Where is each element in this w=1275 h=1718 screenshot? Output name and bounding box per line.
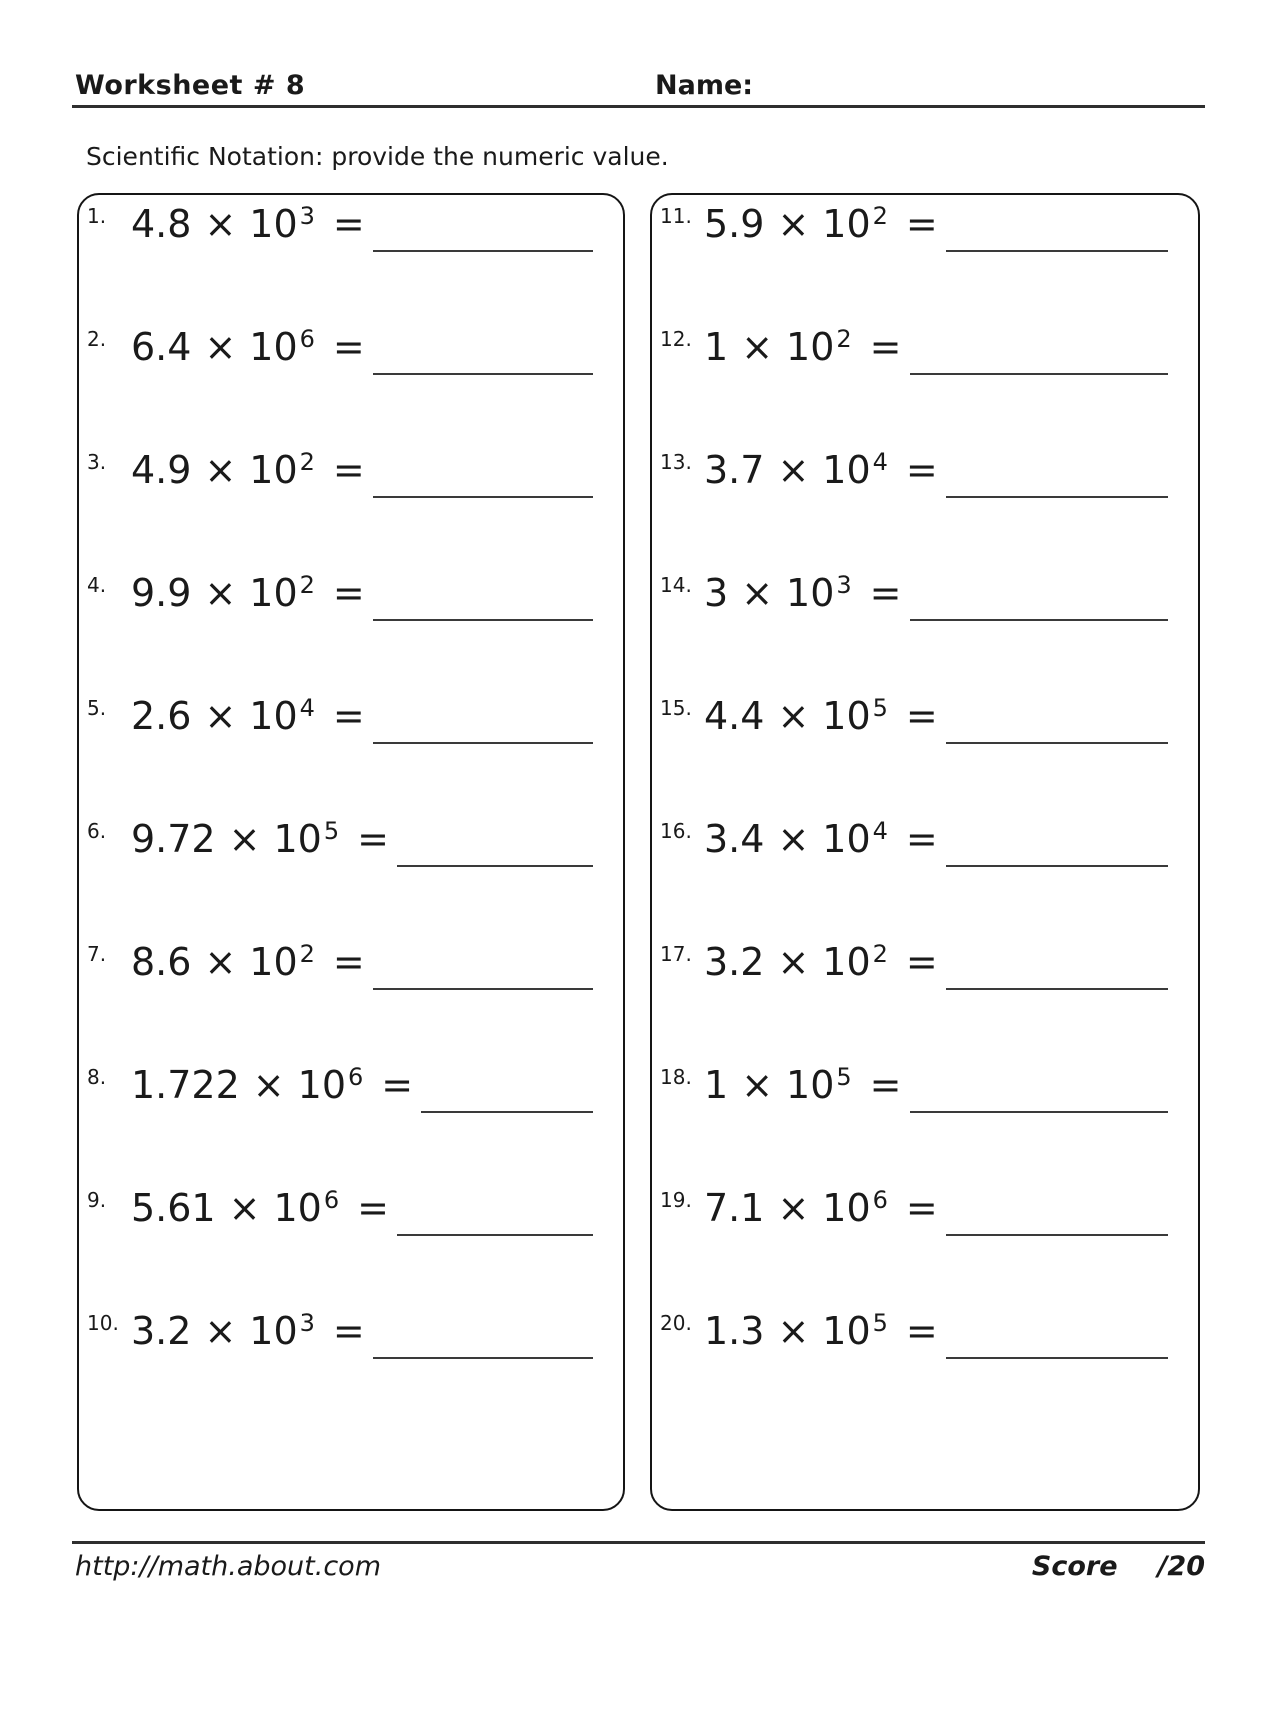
- problem-row: [660, 1308, 1198, 1431]
- answer-blank: [910, 324, 1168, 375]
- answer-blank: [373, 201, 593, 252]
- problem-row: [660, 1062, 1198, 1185]
- exponent-value: 2: [299, 448, 315, 476]
- exponent-value: 3: [836, 571, 852, 599]
- exponent-value: 5: [872, 1309, 888, 1337]
- worksheet-title: Worksheet # 8: [75, 70, 306, 101]
- answer-blank: [910, 570, 1168, 621]
- power-base: 10: [786, 571, 835, 615]
- problem-expression: [704, 1062, 902, 1108]
- answer-blank: [946, 693, 1168, 744]
- coefficient-value: 1.3: [704, 1309, 765, 1353]
- equals-sign: =: [332, 571, 365, 615]
- coefficient-value: 9.72: [131, 817, 216, 861]
- coefficient-value: 8.6: [131, 940, 192, 984]
- problem-number: 5.: [87, 696, 107, 720]
- answer-blank: [373, 447, 593, 498]
- answer-blank: [946, 816, 1168, 867]
- coefficient-value: 3.7: [704, 448, 765, 492]
- problem-expression: [704, 816, 938, 862]
- power-base: 10: [249, 448, 298, 492]
- worksheet-page: [0, 68, 1275, 1582]
- equals-sign: =: [905, 1186, 938, 1230]
- answer-blank: [946, 939, 1168, 990]
- multiplication-sign: ×: [777, 817, 810, 861]
- multiplication-sign: ×: [741, 1063, 774, 1107]
- problem-number: 12.: [660, 327, 692, 351]
- score-label: Score: [1031, 1551, 1118, 1582]
- worksheet-header: [72, 68, 1205, 108]
- power-base: 10: [249, 940, 298, 984]
- equals-sign: =: [905, 940, 938, 984]
- problem-row: [660, 324, 1198, 447]
- multiplication-sign: ×: [204, 1309, 237, 1353]
- problem-number: 4.: [87, 573, 107, 597]
- problem-number: 3.: [87, 450, 107, 474]
- problem-row: [87, 939, 623, 1062]
- equals-sign: =: [357, 817, 389, 861]
- power-base: 10: [786, 1063, 835, 1107]
- problem-expression: [131, 201, 365, 247]
- power-base: 10: [249, 1309, 298, 1353]
- multiplication-sign: ×: [777, 1309, 810, 1353]
- equals-sign: =: [905, 202, 938, 246]
- coefficient-value: 1: [704, 1063, 729, 1107]
- answer-blank: [397, 816, 593, 867]
- problem-expression: [704, 324, 902, 370]
- problem-row: [660, 939, 1198, 1062]
- problem-expression: [131, 1062, 413, 1108]
- instructions-text: Scientific Notation: provide the numeric value.: [86, 142, 669, 171]
- problem-row: [87, 816, 623, 939]
- coefficient-value: 5.61: [131, 1186, 216, 1230]
- power-base: 10: [249, 202, 298, 246]
- exponent-value: 4: [299, 694, 315, 722]
- exponent-value: 5: [872, 694, 888, 722]
- source-url: http://math.about.com: [75, 1551, 381, 1582]
- equals-sign: =: [381, 1063, 414, 1107]
- exponent-value: 4: [872, 817, 888, 845]
- power-base: 10: [249, 694, 298, 738]
- equals-sign: =: [905, 1309, 938, 1353]
- exponent-value: 5: [323, 817, 340, 845]
- multiplication-sign: ×: [204, 940, 237, 984]
- power-base: 10: [249, 571, 298, 615]
- problem-expression: [131, 1185, 389, 1231]
- problem-row: [87, 447, 623, 570]
- power-base: 10: [822, 1186, 871, 1230]
- power-base: 10: [273, 1186, 322, 1230]
- equals-sign: =: [905, 817, 938, 861]
- problem-row: [660, 693, 1198, 816]
- answer-blank: [946, 1308, 1168, 1359]
- answer-blank: [373, 570, 593, 621]
- coefficient-value: 1: [704, 325, 729, 369]
- problem-row: [660, 201, 1198, 324]
- answer-blank: [373, 939, 593, 990]
- problem-expression: [704, 939, 938, 985]
- coefficient-value: 7.1: [704, 1186, 765, 1230]
- equals-sign: =: [332, 1309, 365, 1353]
- equals-sign: =: [905, 694, 938, 738]
- problem-row: [87, 570, 623, 693]
- power-base: 10: [822, 1309, 871, 1353]
- exponent-value: 6: [872, 1186, 888, 1214]
- exponent-value: 6: [323, 1186, 340, 1214]
- answer-blank: [373, 324, 593, 375]
- exponent-value: 5: [836, 1063, 852, 1091]
- problem-number: 8.: [87, 1065, 107, 1089]
- power-base: 10: [297, 1063, 346, 1107]
- problem-number: 10.: [87, 1311, 119, 1335]
- power-base: 10: [822, 202, 871, 246]
- problem-number: 9.: [87, 1188, 107, 1212]
- problem-number: 20.: [660, 1311, 692, 1335]
- exponent-value: 2: [299, 571, 315, 599]
- coefficient-value: 3.2: [131, 1309, 192, 1353]
- equals-sign: =: [332, 448, 365, 492]
- equals-sign: =: [332, 694, 365, 738]
- problem-row: [660, 570, 1198, 693]
- problem-number: 14.: [660, 573, 692, 597]
- exponent-value: 2: [872, 202, 888, 230]
- multiplication-sign: ×: [228, 1186, 261, 1230]
- coefficient-value: 4.8: [131, 202, 192, 246]
- exponent-value: 2: [836, 325, 852, 353]
- score-total: /20: [1157, 1551, 1205, 1582]
- equals-sign: =: [357, 1186, 389, 1230]
- equals-sign: =: [332, 202, 365, 246]
- power-base: 10: [786, 325, 835, 369]
- multiplication-sign: ×: [204, 202, 237, 246]
- multiplication-sign: ×: [252, 1063, 285, 1107]
- exponent-value: 2: [872, 940, 888, 968]
- problem-row: [660, 1185, 1198, 1308]
- coefficient-value: 4.9: [131, 448, 192, 492]
- answer-blank: [946, 447, 1168, 498]
- coefficient-value: 9.9: [131, 571, 192, 615]
- equals-sign: =: [869, 571, 902, 615]
- coefficient-value: 6.4: [131, 325, 192, 369]
- multiplication-sign: ×: [204, 448, 237, 492]
- power-base: 10: [822, 694, 871, 738]
- problem-number: 19.: [660, 1188, 692, 1212]
- problem-expression: [131, 447, 365, 493]
- multiplication-sign: ×: [777, 694, 810, 738]
- answer-blank: [946, 1185, 1168, 1236]
- power-base: 10: [822, 817, 871, 861]
- problem-expression: [704, 693, 938, 739]
- multiplication-sign: ×: [228, 817, 261, 861]
- multiplication-sign: ×: [204, 325, 237, 369]
- problem-row: [660, 447, 1198, 570]
- power-base: 10: [249, 325, 298, 369]
- problem-number: 7.: [87, 942, 107, 966]
- worksheet-footer: [72, 1544, 1205, 1582]
- equals-sign: =: [332, 325, 365, 369]
- answer-blank: [373, 693, 593, 744]
- problem-number: 13.: [660, 450, 692, 474]
- problem-row: [87, 1308, 623, 1431]
- equals-sign: =: [869, 325, 902, 369]
- problem-number: 2.: [87, 327, 107, 351]
- problems-box-right: [650, 193, 1200, 1511]
- exponent-value: 6: [299, 325, 315, 353]
- answer-blank: [910, 1062, 1168, 1113]
- equals-sign: =: [332, 940, 365, 984]
- power-base: 10: [822, 448, 871, 492]
- name-label: Name:: [655, 70, 754, 101]
- problem-expression: [131, 693, 365, 739]
- multiplication-sign: ×: [777, 1186, 810, 1230]
- power-base: 10: [273, 817, 322, 861]
- exponent-value: 2: [299, 940, 315, 968]
- problem-number: 6.: [87, 819, 107, 843]
- coefficient-value: 2.6: [131, 694, 192, 738]
- problem-row: [660, 816, 1198, 939]
- problem-expression: [704, 201, 938, 247]
- exponent-value: 3: [299, 202, 315, 230]
- problem-expression: [704, 1185, 938, 1231]
- problem-row: [87, 1185, 623, 1308]
- problem-row: [87, 201, 623, 324]
- coefficient-value: 3: [704, 571, 729, 615]
- equals-sign: =: [869, 1063, 902, 1107]
- answer-blank: [397, 1185, 593, 1236]
- multiplication-sign: ×: [741, 571, 774, 615]
- problem-number: 11.: [660, 204, 692, 228]
- equals-sign: =: [905, 448, 938, 492]
- problem-expression: [131, 816, 389, 862]
- problem-columns: [77, 193, 1205, 1511]
- problem-row: [87, 1062, 623, 1185]
- exponent-value: 3: [299, 1309, 315, 1337]
- problem-number: 1.: [87, 204, 107, 228]
- coefficient-value: 3.2: [704, 940, 765, 984]
- coefficient-value: 3.4: [704, 817, 765, 861]
- coefficient-value: 1.722: [131, 1063, 240, 1107]
- multiplication-sign: ×: [204, 571, 237, 615]
- answer-blank: [946, 201, 1168, 252]
- problem-expression: [131, 1308, 365, 1354]
- problem-number: 17.: [660, 942, 692, 966]
- multiplication-sign: ×: [777, 448, 810, 492]
- answer-blank: [373, 1308, 593, 1359]
- coefficient-value: 4.4: [704, 694, 765, 738]
- problems-box-left: [77, 193, 625, 1511]
- coefficient-value: 5.9: [704, 202, 765, 246]
- multiplication-sign: ×: [741, 325, 774, 369]
- exponent-value: 6: [348, 1063, 364, 1091]
- problem-expression: [704, 1308, 938, 1354]
- problem-expression: [131, 939, 365, 985]
- problem-row: [87, 693, 623, 816]
- problem-number: 15.: [660, 696, 692, 720]
- problem-expression: [704, 447, 938, 493]
- exponent-value: 4: [872, 448, 888, 476]
- power-base: 10: [822, 940, 871, 984]
- answer-blank: [421, 1062, 593, 1113]
- multiplication-sign: ×: [777, 940, 810, 984]
- problem-number: 18.: [660, 1065, 692, 1089]
- problem-number: 16.: [660, 819, 692, 843]
- problem-expression: [704, 570, 902, 616]
- problem-expression: [131, 324, 365, 370]
- problem-expression: [131, 570, 365, 616]
- multiplication-sign: ×: [777, 202, 810, 246]
- multiplication-sign: ×: [204, 694, 237, 738]
- problem-row: [87, 324, 623, 447]
